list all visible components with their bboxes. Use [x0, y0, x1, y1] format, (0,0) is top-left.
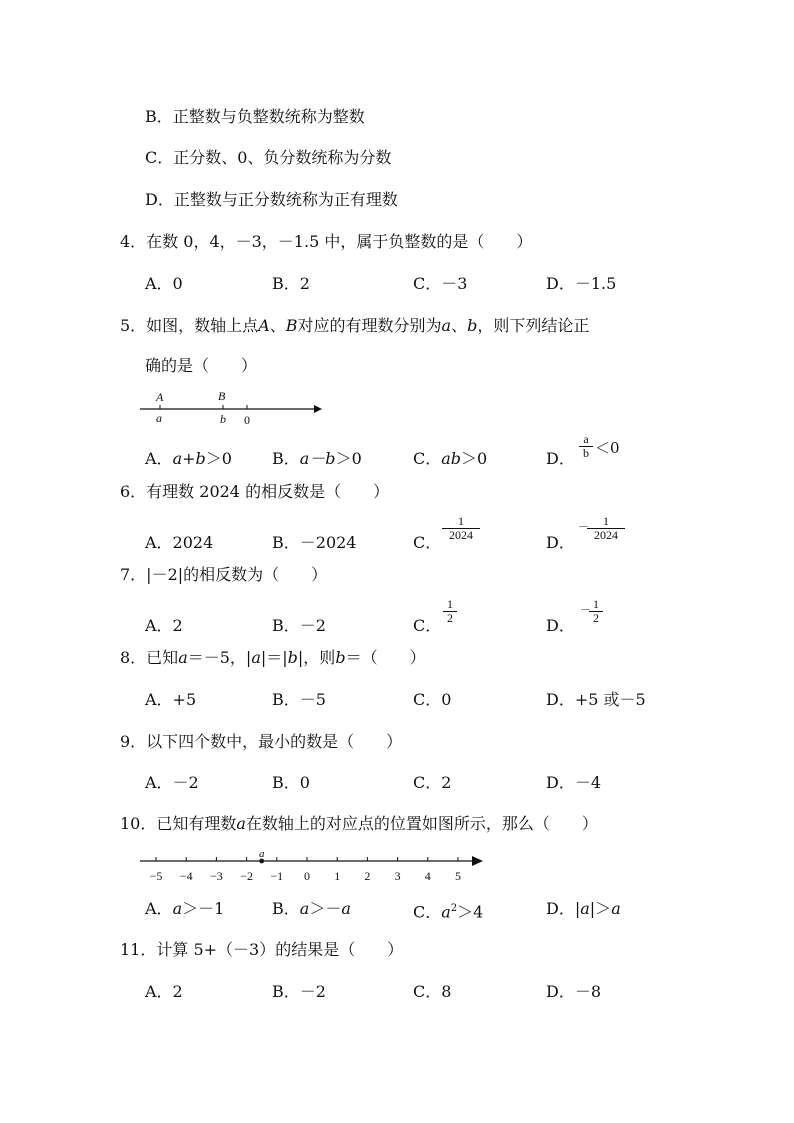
- q4-stem: 4．在数 0，4，－3，－1.5 中，属于负整数的是（ ）: [120, 232, 533, 251]
- q11-stem: 11．计算 5+（－3）的结果是（ ）: [120, 940, 404, 959]
- q10-tick-label: −4: [179, 869, 193, 883]
- q10-tick-label: 2: [364, 869, 371, 883]
- q3-option-b: B．正整数与负整数统称为整数: [145, 107, 365, 126]
- q8-option-d: D．+5 或－5: [546, 690, 646, 709]
- q7-option-a: A．2: [145, 616, 183, 635]
- q10-option-a: A．a＞－1: [145, 899, 225, 918]
- q7-option-c-fraction: [443, 598, 457, 625]
- q7-stem: 7．|－2|的相反数为（ ）: [120, 565, 328, 584]
- q5-option-d-fraction: [579, 433, 593, 460]
- q11-option-d: D．－8: [546, 982, 602, 1001]
- q6-option-a: A．2024: [145, 533, 214, 552]
- q10-option-c: C．$a^2>4$: [413, 902, 484, 922]
- q10-tick-label: 5: [455, 869, 461, 883]
- q8-stem: 8．已知a＝－5，|a|＝|b|，则b＝（ ）: [120, 648, 426, 667]
- q5-label-B: B: [218, 389, 226, 403]
- q10-tick-label: 4: [424, 869, 431, 883]
- q7-option-c-denominator: 2: [443, 611, 457, 625]
- q6-option-c-numerator: 1: [458, 514, 464, 528]
- q7-option-c-numerator: 1: [447, 597, 453, 611]
- q6-option-c-prefix: C．: [413, 533, 442, 552]
- q10-stem: 10．已知有理数a在数轴上的对应点的位置如图所示，那么（ ）: [120, 814, 598, 833]
- q11-option-b: B．－2: [272, 982, 326, 1001]
- q9-option-c: C．2: [413, 773, 452, 792]
- q5-label-a: a: [156, 411, 162, 425]
- q7-option-d-prefix: D．: [546, 616, 575, 635]
- q6-option-d-sign: －: [578, 521, 589, 533]
- q5-option-d-denominator: b: [579, 446, 593, 460]
- q6-option-d-denominator: 2024: [587, 528, 625, 542]
- q6-stem: 6．有理数 2024 的相反数是（ ）: [120, 482, 390, 501]
- q4-option-c: C．－3: [413, 274, 468, 293]
- q4-option-d: D．－1.5: [546, 274, 617, 293]
- q5-option-d-prefix: D．: [546, 449, 575, 468]
- q5-option-d-relation: ＜0: [595, 439, 620, 457]
- q9-option-a: A．－2: [145, 773, 199, 792]
- q9-option-b: B．0: [272, 773, 310, 792]
- q4-option-b: B．2: [272, 274, 310, 293]
- q3-option-d: D．正整数与正分数统称为正有理数: [145, 190, 398, 209]
- q10-axis-arrow: [472, 856, 483, 866]
- q6-option-d-fraction: [587, 515, 625, 542]
- q6-option-c-denominator: 2024: [442, 528, 480, 542]
- q3-option-c: C．正分数、0、负分数统称为分数: [145, 148, 392, 167]
- q10-point-a-label: a: [258, 848, 265, 860]
- q5-label-b: b: [220, 412, 226, 426]
- q7-option-d-sign: －: [580, 604, 591, 616]
- q10-tick-label: −2: [240, 869, 253, 883]
- q5-stem-line2: 确的是（ ）: [145, 356, 258, 375]
- q5-number-line-figure: [138, 388, 323, 428]
- q5-option-b: B．a－b＞0: [272, 449, 362, 468]
- q10-tick-label: 3: [394, 869, 401, 883]
- q10-option-d: D．|a|＞a: [546, 899, 621, 918]
- q5-option-d-numerator: a: [583, 432, 589, 446]
- q5-stem-line1: 5．如图，数轴上点A、B对应的有理数分别为a、b，则下列结论正: [120, 316, 590, 335]
- q6-option-c-fraction: [442, 515, 480, 542]
- q7-option-d-denominator: 2: [589, 611, 603, 625]
- q8-option-a: A．+5: [145, 690, 197, 709]
- q5-option-c: C．ab＞0: [413, 449, 488, 468]
- q10-tick-label: 1: [334, 869, 341, 883]
- q9-stem: 9．以下四个数中，最小的数是（ ）: [120, 732, 403, 751]
- q6-option-b: B．－2024: [272, 533, 357, 552]
- q10-tick-label: 0: [304, 869, 310, 883]
- q8-option-b: B．－5: [272, 690, 326, 709]
- q10-tick-label: −3: [210, 869, 223, 883]
- q10-tick-label: −1: [270, 869, 284, 883]
- q6-option-d-prefix: D．: [546, 533, 575, 552]
- q10-number-line-figure: [138, 845, 488, 885]
- q8-option-c: C．0: [413, 690, 452, 709]
- q5-label-zero: 0: [244, 413, 250, 427]
- q5-option-a: A．a+b＞0: [145, 449, 232, 468]
- q9-option-d: D．－4: [546, 773, 602, 792]
- q11-option-a: A．2: [145, 982, 183, 1001]
- q10-tick-label: −5: [149, 869, 163, 883]
- q6-option-d-numerator: 1: [603, 514, 609, 528]
- q11-option-c: C．8: [413, 982, 452, 1001]
- q10-option-b: B．a＞－a: [272, 899, 351, 918]
- q7-option-d-fraction: [589, 598, 603, 625]
- q5-label-A: A: [156, 390, 164, 404]
- q4-option-a: A．0: [145, 274, 183, 293]
- q7-option-c-prefix: C．: [413, 616, 442, 635]
- q5-axis-arrow: [314, 405, 322, 413]
- q7-option-b: B．－2: [272, 616, 326, 635]
- q7-option-d-numerator: 1: [593, 597, 599, 611]
